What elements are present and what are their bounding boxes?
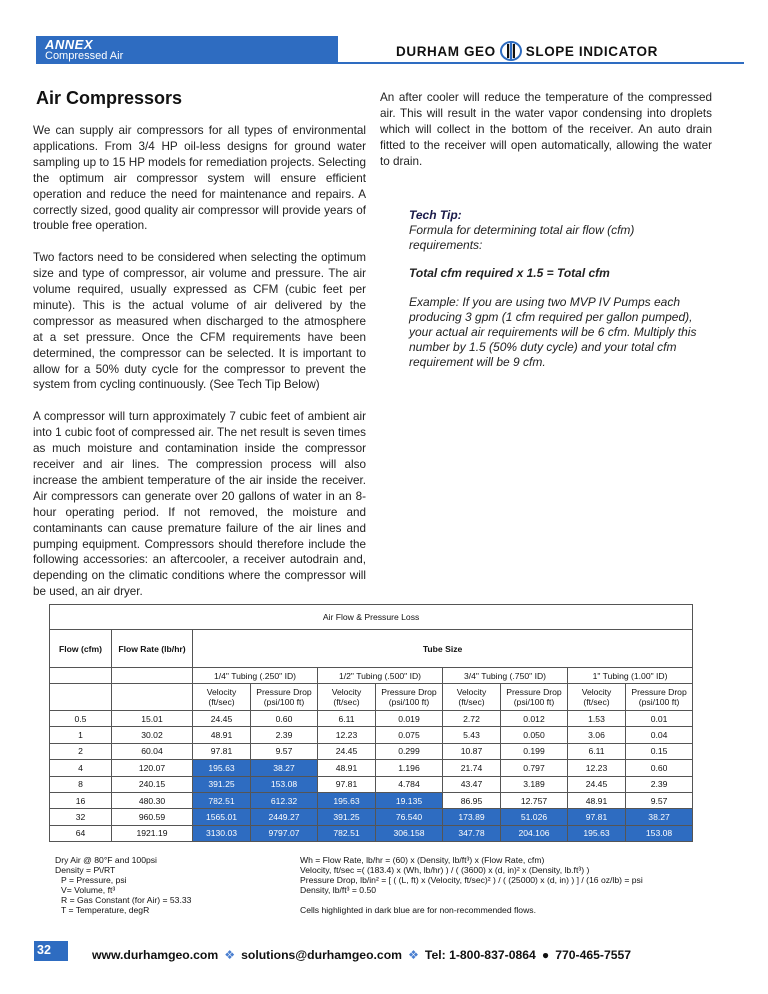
- table-body: [50, 711, 693, 842]
- table-cell: 6.11: [318, 711, 376, 727]
- table-cell: 5.43: [443, 727, 501, 743]
- table-cell: 2.72: [443, 711, 501, 727]
- table-cell: 347.78: [443, 825, 501, 841]
- note-line: V= Volume, ft³: [61, 885, 116, 895]
- table-cell: 0.60: [251, 711, 318, 727]
- tech-tip-heading: Tech Tip:: [409, 208, 462, 222]
- pressure-header: Pressure Drop (psi/100 ft): [501, 684, 568, 711]
- tubing-header: 1/4" Tubing (.250" ID): [193, 668, 318, 684]
- empty-cell: [112, 684, 193, 711]
- table-cell: 240.15: [112, 776, 193, 792]
- table-cell: 204.106: [501, 825, 568, 841]
- header-flow: Flow (cfm): [50, 630, 112, 668]
- header-tube-size: Tube Size: [193, 630, 693, 668]
- table-cell: 173.89: [443, 809, 501, 825]
- table-cell: 21.74: [443, 760, 501, 776]
- table-cell: 391.25: [193, 776, 251, 792]
- table-row: [50, 711, 693, 727]
- pressure-header: Pressure Drop (psi/100 ft): [251, 684, 318, 711]
- page-header: [36, 36, 744, 64]
- tech-tip: [409, 208, 709, 370]
- table-cell: 0.019: [376, 711, 443, 727]
- pressure-header: Pressure Drop (psi/100 ft): [626, 684, 693, 711]
- table-cell: 195.63: [318, 792, 376, 808]
- table-row: [50, 727, 693, 743]
- empty-cell: [50, 668, 112, 684]
- table-cell: 19.135: [376, 792, 443, 808]
- brand-name-left: DURHAM GEO: [396, 44, 496, 59]
- table-cell: 12.23: [568, 760, 626, 776]
- note-line: T = Temperature, degR: [61, 905, 150, 915]
- table-cell: 0.01: [626, 711, 693, 727]
- paragraph: Two factors need to be considered when selecting the optimum size and type of compressor, air volume and pressure. The air volume required, usually expressed as CFM (cubic feet per minute). This is the actual volume of air delivered by the compressor as measured when discharged to the atmosphere at a set pressure. Once the CFM requirements have been determined, the compressor can be selected. It is important to allow for a 50% duty cycle for the compressor to prevent the system from cycling continuously. (See Tech Tip Below): [33, 251, 366, 392]
- notes-right: [300, 855, 720, 915]
- diamond-icon: ❖: [407, 948, 419, 962]
- table-cell: 0.60: [626, 760, 693, 776]
- table-cell: 9797.07: [251, 825, 318, 841]
- table-cell: 8: [50, 776, 112, 792]
- table-cell: 9.57: [251, 743, 318, 759]
- table-cell: 38.27: [626, 809, 693, 825]
- paragraph: An after cooler will reduce the temperature of the compressed air. This will result in the water vapor condensing into droplets which will collect in the bottom of the receiver. An auto drain fitted to the receiver will open automatically, allowing the water to drain.: [380, 91, 712, 168]
- table-row: [50, 776, 693, 792]
- bullet-icon: ●: [541, 948, 550, 962]
- note-line: Pressure Drop, lb/in² = [ ( (L, ft) x (Velocity, ft/sec)² ) / ( (25000) x (d, in) ) ] / (16 oz/lb) = psi: [300, 875, 643, 885]
- table-cell: 0.075: [376, 727, 443, 743]
- note-line: Density, lb/ft³ = 0.50: [300, 885, 377, 895]
- table-cell: 153.08: [626, 825, 693, 841]
- velocity-header: Velocity (ft/sec): [193, 684, 251, 711]
- table-cell: 38.27: [251, 760, 318, 776]
- tech-tip-intro: Formula for determining total air flow (cfm) requirements:: [409, 223, 635, 252]
- table-cell: 3130.03: [193, 825, 251, 841]
- page-footer: [34, 941, 734, 965]
- table-cell: 6.11: [568, 743, 626, 759]
- brand-logo: [396, 41, 658, 61]
- table-cell: 0.050: [501, 727, 568, 743]
- table-cell: 2449.27: [251, 809, 318, 825]
- table-cell: 391.25: [318, 809, 376, 825]
- table-cell: 153.08: [251, 776, 318, 792]
- table-cell: 76.540: [376, 809, 443, 825]
- table-cell: 24.45: [568, 776, 626, 792]
- page-number: 32: [34, 941, 68, 961]
- table-cell: 3.189: [501, 776, 568, 792]
- table-cell: 43.47: [443, 776, 501, 792]
- velocity-header: Velocity (ft/sec): [443, 684, 501, 711]
- table-cell: 2: [50, 743, 112, 759]
- empty-cell: [112, 668, 193, 684]
- note-line: Cells highlighted in dark blue are for non-recommended flows.: [300, 905, 536, 915]
- table-cell: 10.87: [443, 743, 501, 759]
- table-cell: 86.95: [443, 792, 501, 808]
- table-row: [50, 809, 693, 825]
- note-line: Dry Air @ 80°F and 100psi: [55, 855, 157, 865]
- table-cell: 60.04: [112, 743, 193, 759]
- velocity-header: Velocity (ft/sec): [318, 684, 376, 711]
- tubing-header: 1" Tubing (1.00" ID): [568, 668, 693, 684]
- table-cell: 612.32: [251, 792, 318, 808]
- right-column: [380, 90, 712, 185]
- table-cell: 0.5: [50, 711, 112, 727]
- table-cell: 97.81: [318, 776, 376, 792]
- brand-logo-icon: [500, 41, 522, 61]
- table-cell: 480.30: [112, 792, 193, 808]
- table-cell: 0.797: [501, 760, 568, 776]
- diamond-icon: ❖: [224, 948, 236, 962]
- table-cell: 16: [50, 792, 112, 808]
- table-cell: 51.026: [501, 809, 568, 825]
- note-line: Velocity, ft/sec =( (183.4) x (Wh, lb/hr) ) / ( (3600) x (d, in)² x (Density, lb.ft³) ): [300, 865, 590, 875]
- table-cell: 0.04: [626, 727, 693, 743]
- table-cell: 0.299: [376, 743, 443, 759]
- table-cell: 1565.01: [193, 809, 251, 825]
- page-title: Air Compressors: [36, 88, 183, 108]
- table-cell: 15.01: [112, 711, 193, 727]
- table-row: [50, 792, 693, 808]
- brand-name-right: SLOPE INDICATOR: [525, 44, 659, 59]
- notes-left: [55, 855, 295, 915]
- tubing-header: 1/2" Tubing (.500" ID): [318, 668, 443, 684]
- table-row: [50, 825, 693, 841]
- air-flow-table: [49, 604, 693, 842]
- table-cell: 2.39: [626, 776, 693, 792]
- header-rule: [338, 62, 744, 64]
- table-cell: 48.91: [193, 727, 251, 743]
- table-cell: 195.63: [568, 825, 626, 841]
- table-cell: 12.23: [318, 727, 376, 743]
- table-cell: 12.757: [501, 792, 568, 808]
- table-cell: 32: [50, 809, 112, 825]
- header-flow-rate: Flow Rate (lb/hr): [112, 630, 193, 668]
- velocity-header: Velocity (ft/sec): [568, 684, 626, 711]
- table-cell: 24.45: [193, 711, 251, 727]
- table-row: [50, 760, 693, 776]
- tech-tip-example: Example: If you are using two MVP IV Pumps each producing 3 gpm (1 cfm required per gallon pumped), your actual air requirements will be 6 cfm. Multiply this number by 1.5 (50% duty cycle) and your total cfm requirement will be 9 cfm.: [409, 295, 697, 369]
- subsection-label: Compressed Air: [45, 50, 124, 62]
- tech-tip-formula: Total cfm required x 1.5 = Total cfm: [409, 266, 610, 280]
- table-cell: 1.196: [376, 760, 443, 776]
- note-line: Density = P\/RT: [55, 865, 116, 875]
- table-cell: 195.63: [193, 760, 251, 776]
- footer-phone: 770-465-7557: [555, 948, 632, 962]
- table-title: Air Flow & Pressure Loss: [50, 605, 693, 630]
- left-column: [33, 123, 366, 616]
- note-line: Wh = Flow Rate, lb/hr = (60) x (Density, lb/ft³) x (Flow Rate, cfm): [300, 855, 545, 865]
- table-cell: 48.91: [318, 760, 376, 776]
- section-label: ANNEX: [45, 37, 94, 52]
- table-cell: 48.91: [568, 792, 626, 808]
- table-cell: 1.53: [568, 711, 626, 727]
- table-cell: 0.199: [501, 743, 568, 759]
- paragraph: A compressor will turn approximately 7 cubic feet of ambient air into 1 cubic foot of compressed air. The net result is seven times as much moisture and contamination inside the compressor receiver and air lines. The compression process will also increase the ambient temperature of the air inside the receiver. Air compressors can generate over 20 gallons of water in an 8-hour operating period. If not removed, the moisture and contaminants can cause premature failure of the air lines and pumping equipment. Compressors should therefore include the following accessories: an aftercooler, a receiver autodrain and, depending on the climatic conditions where the compressor will be used, an air dryer.: [33, 410, 366, 599]
- table-cell: 0.012: [501, 711, 568, 727]
- table-cell: 1: [50, 727, 112, 743]
- table-cell: 4: [50, 760, 112, 776]
- table-cell: 120.07: [112, 760, 193, 776]
- table-cell: 97.81: [568, 809, 626, 825]
- table-cell: 97.81: [193, 743, 251, 759]
- table-cell: 960.59: [112, 809, 193, 825]
- footer-website-link[interactable]: www.durhamgeo.com: [92, 948, 219, 962]
- table-cell: 4.784: [376, 776, 443, 792]
- table-cell: 306.158: [376, 825, 443, 841]
- table-cell: 30.02: [112, 727, 193, 743]
- table-cell: 0.15: [626, 743, 693, 759]
- table-cell: 24.45: [318, 743, 376, 759]
- footer-contacts: [92, 948, 631, 962]
- paragraph: We can supply air compressors for all types of environmental applications. From 3/4 HP oil-less designs for ground water sampling up to 15 HP models for remediation projects. Selecting the optimum air compressor system will ensure efficient operation and reduce the need for maintenance and repairs. A correctly sized, good quality air compressor will provide years of trouble free operation.: [33, 124, 366, 233]
- note-line: R = Gas Constant (for Air) = 53.33: [61, 895, 192, 905]
- table-cell: 3.06: [568, 727, 626, 743]
- table-cell: 782.51: [193, 792, 251, 808]
- table-row: [50, 743, 693, 759]
- table-cell: 64: [50, 825, 112, 841]
- table-cell: 9.57: [626, 792, 693, 808]
- note-line: P = Pressure, psi: [61, 875, 127, 885]
- pressure-header: Pressure Drop (psi/100 ft): [376, 684, 443, 711]
- table-cell: 782.51: [318, 825, 376, 841]
- tubing-header: 3/4" Tubing (.750" ID): [443, 668, 568, 684]
- footer-tel: Tel: 1-800-837-0864: [424, 948, 536, 962]
- footer-email-link[interactable]: solutions@durhamgeo.com: [241, 948, 402, 962]
- section-banner: [36, 36, 338, 64]
- empty-cell: [50, 684, 112, 711]
- table-cell: 2.39: [251, 727, 318, 743]
- table-cell: 1921.19: [112, 825, 193, 841]
